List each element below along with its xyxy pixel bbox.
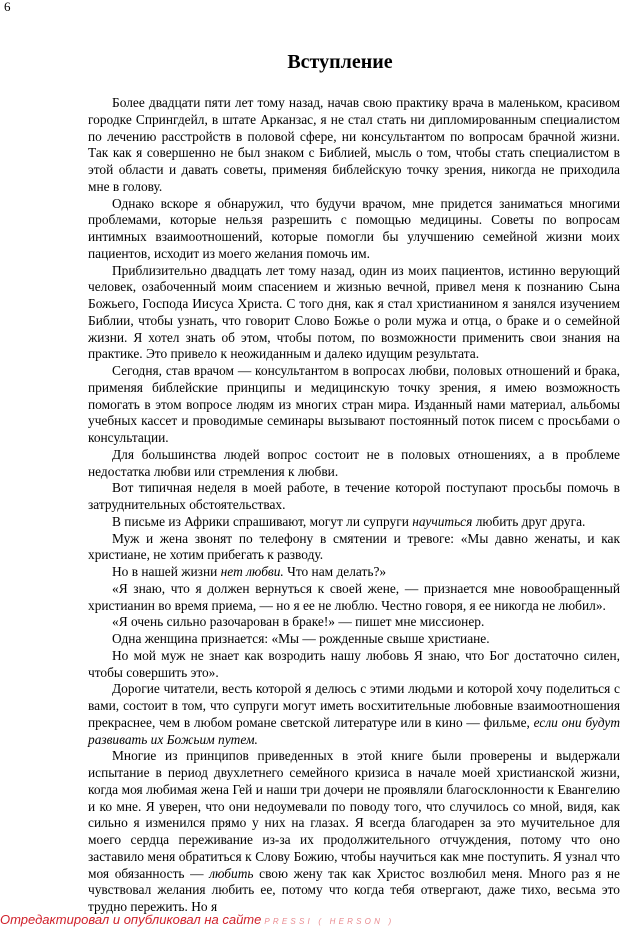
paragraph-text: любить друг друга. (472, 513, 586, 529)
paragraph-text: Дорогие читатели, весть которой я делюсь с этими людьми и которой хочу поделиться с вами, состоит в том, что супруги могут иметь восхитительные любовные взаимоотношения прекраснее, чем в любом романе светской литературе или в кино — фильме, (88, 681, 620, 730)
paragraph (88, 514, 620, 531)
paragraph-text: Муж и жена звонят по телефону в смятении и тревоге: «Мы давно женаты, и как христиане, не хотим прибегать к разводу. (88, 530, 620, 563)
paragraph-text: Но в нашей жизни (112, 564, 221, 579)
paragraph-text: Многие из принципов приведенных в этой книге были проверены и выдержали испытание в период двухлетнего семейного кризиса в начале моей христианской жизни, когда моя любимая жена Гей и наши три дочери не проявляли благосклонности к Евангелию и ко мне. Я уверен, что они недоумевали по поводу того, что случилось со мной, видя, как сильно я изменился прямо у них на глазах. Я всегда благодарен за это мучительное для моего сердца переживание из-за их продолжительного отчуждения, потому что оно заставило меня обратиться к Слову Божию, чтобы научиться как мне поступить. Я узнал что моя обязанность — (88, 748, 620, 881)
footer-credit (0, 912, 394, 930)
paragraph-text: Более двадцати пяти лет тому назад, начав свою практику врача в маленьком, красивом городке Спрингдейл, в штате Арканзас, я не стал стать ни дипломированным специалистом по лечению расстройств в половой сфере, ни консультантом по вопросам брачной жизни. Так как я совершенно не был знаком с Библией, мысль о том, чтобы стать специалистом в этой области и давать советы, применяя библейскую точку зрения, никогда не приходила мне в голову. (88, 95, 620, 194)
body-text (88, 95, 620, 916)
paragraph-text: «Я очень сильно разочарован в браке!» — пишет мне миссионер. (112, 614, 485, 630)
paragraph (88, 263, 620, 364)
paragraph-text: свою жену так как Христос возлюбил меня. Много раз я не чувствовал желания любить ее, потому что когда тебя отвергают, даже тихо, весьма это трудно пережить. Но я (88, 865, 620, 914)
paragraph (88, 681, 620, 748)
paragraph-text: Что нам делать?» (283, 564, 387, 579)
paragraph (88, 480, 620, 514)
paragraph-text: «Я знаю, что я должен вернуться к своей жене, — признается мне новообращенный христианин во время приема, — но я ее не люблю. Честно говоря, я ее никогда не любил». (88, 580, 620, 613)
paragraph-text: Однако вскоре я обнаружил, что будучи врачом, мне придется заниматься многими проблемами, которые нельзя разрешить с помощью медицины. Советы по вопросам интимных взаимоотношений, которые помогли бы улучшению семейной жизни моих пациентов, исходит из моего желания помочь им. (88, 195, 620, 261)
chapter-title: Вступление (287, 51, 393, 73)
paragraph (88, 631, 620, 648)
footer-label: Отредактировал и опубликовал на сайте (0, 912, 262, 927)
paragraph-text: Но мой муж не знает как возродить нашу любовь Я знаю, что Бог достаточно силен, чтобы совершить это». (88, 647, 620, 680)
paragraph-text: Вот типичная неделя в моей работе, в течение которой поступают просьбы помочь в затруднительных обстоятельствах. (88, 480, 620, 512)
paragraph (88, 196, 620, 263)
emphasis-text: нет любви. (220, 564, 284, 579)
paragraph-text: Для большинства людей вопрос состоит не в половых отношениях, а в проблеме недостатка любви или стремления к любви. (88, 446, 620, 479)
paragraph-text: В письме из Африки спрашивают, могут ли супруги (112, 513, 413, 529)
page-number: 6 (4, 0, 11, 14)
footer-site-link[interactable]: PRESSI ( HERSON ) (264, 917, 395, 926)
paragraph (88, 447, 620, 481)
paragraph-text: Одна женщина признается: «Мы — рожденные свыше христиане. (112, 631, 490, 646)
paragraph (88, 531, 620, 565)
emphasis-text: любить (209, 865, 254, 881)
paragraph (88, 648, 620, 682)
paragraph (88, 363, 620, 447)
paragraph (88, 95, 620, 196)
paragraph-text: Сегодня, став врачом — консультантом в вопросах любви, половых отношений и брака, применяя библейские принципы и медицинскую точку зрения, я имею возможность помогать в этом вопросе людям из многих стран мира. Изданный нами материал, альбомы учебных кассет и проводимые семинары вызывают постоянный поток писем с просьбами о консультации. (88, 363, 620, 445)
paragraph (88, 564, 620, 581)
emphasis-text: научиться (412, 513, 473, 529)
emphasis-text: если они будут развивать их Божьим путем. (88, 714, 620, 747)
paragraph (88, 748, 620, 916)
paragraph-text: Приблизительно двадцать лет тому назад, один из моих пациентов, истинно верующий человек, озабоченный моим спасением и жизнью вечной, привел меня к познанию Сына Божьего, Господа Иисуса Христа. С того дня, как я стал христианином я занялся изучением Библии, чтобы узнать, что говорит Слово Божье о роли мужа и отца, о браке и о семейной жизни. Я хотел знать об этом, чтобы потом, по возможности применить свои знания на практике. Это привело к неожиданным и далеко идущим результата. (88, 262, 620, 362)
paragraph (88, 581, 620, 615)
paragraph (88, 614, 620, 631)
